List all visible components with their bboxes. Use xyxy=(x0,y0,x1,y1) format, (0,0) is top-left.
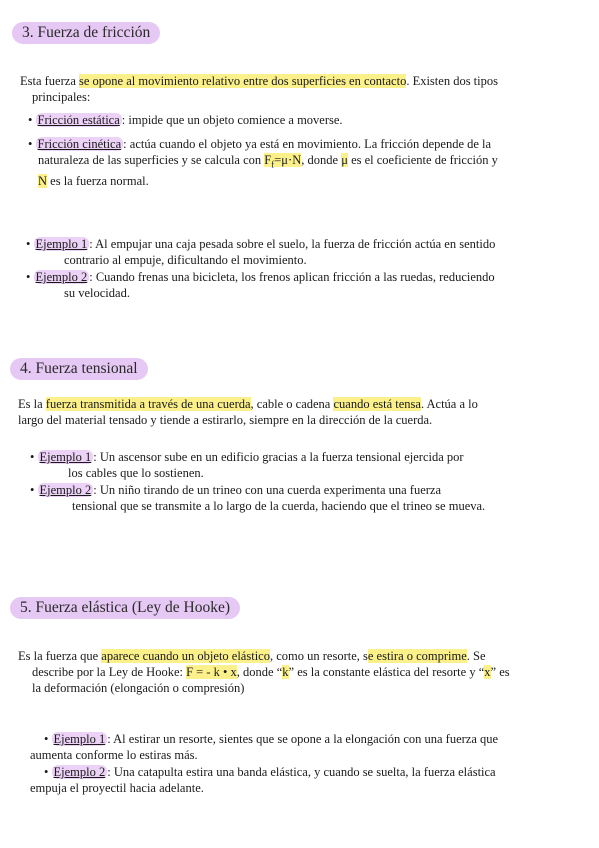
example-2-label: Ejemplo 2 xyxy=(35,270,88,284)
section-4-heading: 4. Fuerza tensional xyxy=(10,358,148,380)
section-3-intro: Esta fuerza se opone al movimiento relativo entre dos superficies en contacto. Existen dos tipos principales: xyxy=(20,74,498,104)
example-2-label: Ejemplo 2 xyxy=(39,483,92,497)
example-2-label: Ejemplo 2 xyxy=(53,765,106,779)
friction-formula: $F_f=\mu\cdot N$ xyxy=(264,153,302,170)
section-3-example-2: • Ejemplo 2 : Cuando frenas una bicicleta, los frenos aplican fricción a las ruedas, reduciendo su velocidad. xyxy=(26,270,495,300)
section-4-example-1: • Ejemplo 1 : Un ascensor sube en un edificio gracias a la fuerza tensional ejercida por los cables que lo sostienen. xyxy=(30,450,464,480)
bullet-icon: • xyxy=(30,483,35,497)
section-5-heading: 5. Fuerza elástica (Ley de Hooke) xyxy=(10,597,240,619)
bullet-icon: • xyxy=(26,237,31,251)
bullet-icon: • xyxy=(28,113,33,127)
kinetic-friction-label: Fricción cinética xyxy=(37,137,122,151)
static-friction-item: • Fricción estática : impide que un objeto comience a moverse. xyxy=(28,113,343,127)
bullet-icon: • xyxy=(44,765,49,779)
section-4-example-2: • Ejemplo 2 : Un niño tirando de un trineo con una cuerda experimenta una fuerza tensional que se transmite a lo largo de la cuerda, haciendo que el trineo se mueva. xyxy=(30,483,486,513)
section-3-heading: 3. Fuerza de fricción xyxy=(12,22,160,44)
hooke-formula: F = - k • x xyxy=(186,665,237,679)
bullet-icon: • xyxy=(28,137,33,151)
example-1-label: Ejemplo 1 xyxy=(39,450,92,464)
example-1-label: Ejemplo 1 xyxy=(53,732,106,746)
section-5-example-1: • Ejemplo 1 : Al estirar un resorte, sientes que se opone a la elongación con una fuerza que aumenta conforme lo estiras más. xyxy=(30,732,499,762)
section-4-intro: Es la fuerza transmitida a través de una cuerda, cable o cadena cuando está tensa. Actúa a lo largo del material tensado y tiende a estirarlo, siempre en la dirección de la cuerda. xyxy=(18,397,478,427)
bullet-icon: • xyxy=(26,270,31,284)
kinetic-friction-item: • Fricción cinética : actúa cuando el objeto ya está en movimiento. La fricción depende de la naturaleza de las superficies y se calcula con $F_f=\mu\cdot N$, donde μ es el coeficiente de fricción y N es la fuerza normal. xyxy=(28,137,498,188)
section-5-intro: Es la fuerza que aparece cuando un objeto elástico, como un resorte, se estira o comprime. Se describe por la Ley de Hooke: F = - k • x, donde “k” es la constante elástica del resorte y “x” es la deformación (elongación o compresión) xyxy=(18,649,510,695)
section-5-example-2: • Ejemplo 2 : Una catapulta estira una banda elástica, y cuando se suelta, la fuerza elástica empuja el proyectil hacia adelante. xyxy=(30,765,496,795)
example-1-label: Ejemplo 1 xyxy=(35,237,88,251)
bullet-icon: • xyxy=(30,450,35,464)
static-friction-label: Fricción estática xyxy=(37,113,120,127)
section-3-example-1: • Ejemplo 1 : Al empujar una caja pesada sobre el suelo, la fuerza de fricción actúa en sentido contrario al empuje, dificultando el movimiento. xyxy=(26,237,496,267)
bullet-icon: • xyxy=(44,732,49,746)
